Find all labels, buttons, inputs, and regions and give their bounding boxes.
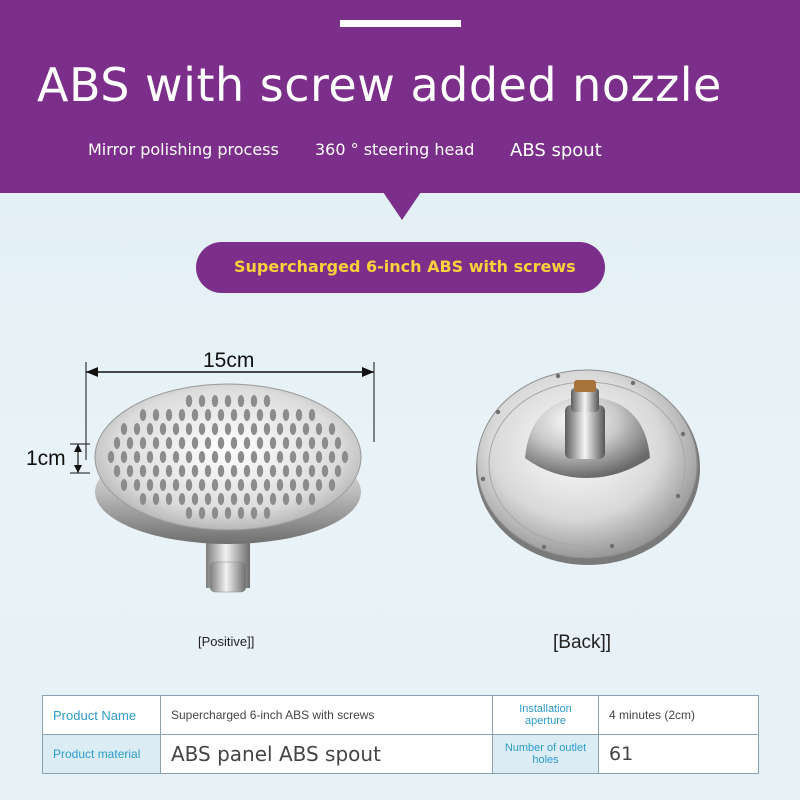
- nozzle: [199, 395, 205, 407]
- nozzle: [186, 451, 192, 463]
- nozzle: [296, 409, 302, 421]
- nozzle: [316, 479, 322, 491]
- nozzle: [329, 423, 335, 435]
- feature-mirror-polishing: Mirror polishing process: [88, 140, 279, 159]
- nozzle: [283, 409, 289, 421]
- nozzle: [121, 451, 127, 463]
- nozzle: [134, 451, 140, 463]
- nozzle: [251, 395, 257, 407]
- nozzle: [309, 437, 315, 449]
- nozzle: [121, 479, 127, 491]
- product-material-label: Product material: [43, 735, 161, 774]
- outlet-holes-value: 61: [599, 735, 759, 774]
- nozzle: [166, 437, 172, 449]
- height-dimension-label: 1cm: [26, 447, 66, 470]
- nozzle: [238, 507, 244, 519]
- nozzle: [212, 451, 218, 463]
- nozzle: [218, 409, 224, 421]
- nozzle: [153, 493, 159, 505]
- nozzle: [277, 451, 283, 463]
- nozzle: [244, 465, 250, 477]
- feature-steering-head: 360 ° steering head: [315, 140, 475, 159]
- nozzle: [153, 465, 159, 477]
- width-dimension-label: 15cm: [203, 349, 255, 372]
- nozzle: [225, 479, 231, 491]
- product-subtitle: Supercharged 6-inch ABS with screws: [234, 257, 576, 276]
- nozzle: [205, 493, 211, 505]
- nozzle: [290, 451, 296, 463]
- shower-head-back-image: [440, 350, 740, 600]
- nozzle: [303, 451, 309, 463]
- nozzle: [283, 465, 289, 477]
- product-name-value: Supercharged 6-inch ABS with screws: [161, 696, 493, 735]
- nozzle: [179, 465, 185, 477]
- back-view-caption: [Back]]: [553, 632, 612, 653]
- product-material-value: ABS panel ABS spout: [161, 735, 493, 774]
- nozzle: [322, 437, 328, 449]
- nozzle: [134, 479, 140, 491]
- nozzle: [257, 437, 263, 449]
- nozzle: [153, 437, 159, 449]
- product-subtitle-pill: [196, 242, 605, 293]
- nozzle: [225, 395, 231, 407]
- nozzle: [205, 465, 211, 477]
- nozzle: [108, 451, 114, 463]
- nozzle: [296, 465, 302, 477]
- nozzle: [290, 479, 296, 491]
- nozzle: [277, 423, 283, 435]
- nozzle: [342, 451, 348, 463]
- nozzle: [147, 479, 153, 491]
- nozzle: [166, 409, 172, 421]
- nozzle: [251, 479, 257, 491]
- spec-table: [42, 695, 759, 774]
- nozzle: [244, 437, 250, 449]
- nozzle: [134, 423, 140, 435]
- nozzle: [225, 507, 231, 519]
- nozzle: [140, 493, 146, 505]
- nozzle: [147, 423, 153, 435]
- page-title: ABS with screw added nozzle: [37, 58, 722, 112]
- nozzle: [238, 423, 244, 435]
- nozzle: [238, 451, 244, 463]
- nozzle: [335, 437, 341, 449]
- nozzle: [231, 437, 237, 449]
- nozzle: [218, 437, 224, 449]
- nozzle: [270, 437, 276, 449]
- nozzle: [251, 451, 257, 463]
- feature-abs-spout: ABS spout: [510, 140, 602, 161]
- nozzle: [264, 479, 270, 491]
- nozzle: [218, 493, 224, 505]
- nozzle: [199, 451, 205, 463]
- nozzle: [186, 423, 192, 435]
- nozzle: [309, 409, 315, 421]
- nozzle: [192, 409, 198, 421]
- nozzle: [153, 409, 159, 421]
- banner-decor-bar: [340, 20, 461, 27]
- nozzle: [114, 465, 120, 477]
- nozzle: [322, 465, 328, 477]
- nozzle: [179, 437, 185, 449]
- nozzle: [244, 493, 250, 505]
- nozzle: [231, 409, 237, 421]
- outlet-holes-label: Number of outlet holes: [493, 735, 599, 774]
- nozzle: [316, 451, 322, 463]
- nozzle: [257, 465, 263, 477]
- nozzle: [114, 437, 120, 449]
- nozzle: [166, 493, 172, 505]
- nozzle: [173, 451, 179, 463]
- nozzle: [316, 423, 322, 435]
- nozzle: [160, 479, 166, 491]
- shower-head-front-image: [20, 330, 400, 620]
- nozzle: [199, 423, 205, 435]
- nozzle: [238, 479, 244, 491]
- nozzle: [264, 395, 270, 407]
- nozzle: [186, 395, 192, 407]
- nozzle: [225, 451, 231, 463]
- nozzle: [296, 493, 302, 505]
- nozzle: [173, 479, 179, 491]
- nozzle: [270, 409, 276, 421]
- nozzle: [179, 409, 185, 421]
- nozzle: [160, 451, 166, 463]
- nozzle: [290, 423, 296, 435]
- nozzle: [303, 479, 309, 491]
- nozzle: [251, 507, 257, 519]
- nozzle: [303, 423, 309, 435]
- nozzle: [212, 423, 218, 435]
- product-name-label: Product Name: [43, 696, 161, 735]
- table-row: [43, 735, 759, 774]
- nozzle: [192, 437, 198, 449]
- nozzle: [199, 507, 205, 519]
- nozzle: [270, 465, 276, 477]
- nozzle: [205, 409, 211, 421]
- nozzle: [186, 479, 192, 491]
- nozzle: [238, 395, 244, 407]
- nozzle: [179, 493, 185, 505]
- nozzle: [127, 465, 133, 477]
- nozzle: [147, 451, 153, 463]
- installation-aperture-label: Installation aperture: [493, 696, 599, 735]
- nozzle: [257, 409, 263, 421]
- banner-pointer-arrow: [383, 192, 421, 220]
- nozzle: [160, 423, 166, 435]
- nozzle: [212, 507, 218, 519]
- nozzle: [205, 437, 211, 449]
- nozzle: [192, 493, 198, 505]
- nozzle: [186, 507, 192, 519]
- front-view-caption: [Positive]]: [198, 634, 255, 649]
- nozzle: [192, 465, 198, 477]
- nozzle: [225, 423, 231, 435]
- nozzle: [257, 493, 263, 505]
- header-banner: [0, 0, 800, 193]
- nozzle: [335, 465, 341, 477]
- nozzle: [251, 423, 257, 435]
- nozzle: [264, 451, 270, 463]
- nozzle: [270, 493, 276, 505]
- nozzle: [218, 465, 224, 477]
- nozzle: [244, 409, 250, 421]
- nozzle: [127, 437, 133, 449]
- nozzle: [231, 493, 237, 505]
- nozzle: [329, 451, 335, 463]
- nozzle: [140, 409, 146, 421]
- table-row: [43, 696, 759, 735]
- nozzle: [309, 465, 315, 477]
- nozzle: [231, 465, 237, 477]
- nozzle: [283, 493, 289, 505]
- nozzle: [166, 465, 172, 477]
- nozzle: [296, 437, 302, 449]
- nozzle: [121, 423, 127, 435]
- nozzle: [329, 479, 335, 491]
- nozzle: [173, 423, 179, 435]
- nozzle: [140, 437, 146, 449]
- installation-aperture-value: 4 minutes (2cm): [599, 696, 759, 735]
- nozzle: [212, 479, 218, 491]
- nozzle: [309, 493, 315, 505]
- nozzle: [140, 465, 146, 477]
- nozzle: [212, 395, 218, 407]
- nozzle: [264, 423, 270, 435]
- nozzle: [277, 479, 283, 491]
- nozzle: [199, 479, 205, 491]
- nozzle: [283, 437, 289, 449]
- nozzle: [264, 507, 270, 519]
